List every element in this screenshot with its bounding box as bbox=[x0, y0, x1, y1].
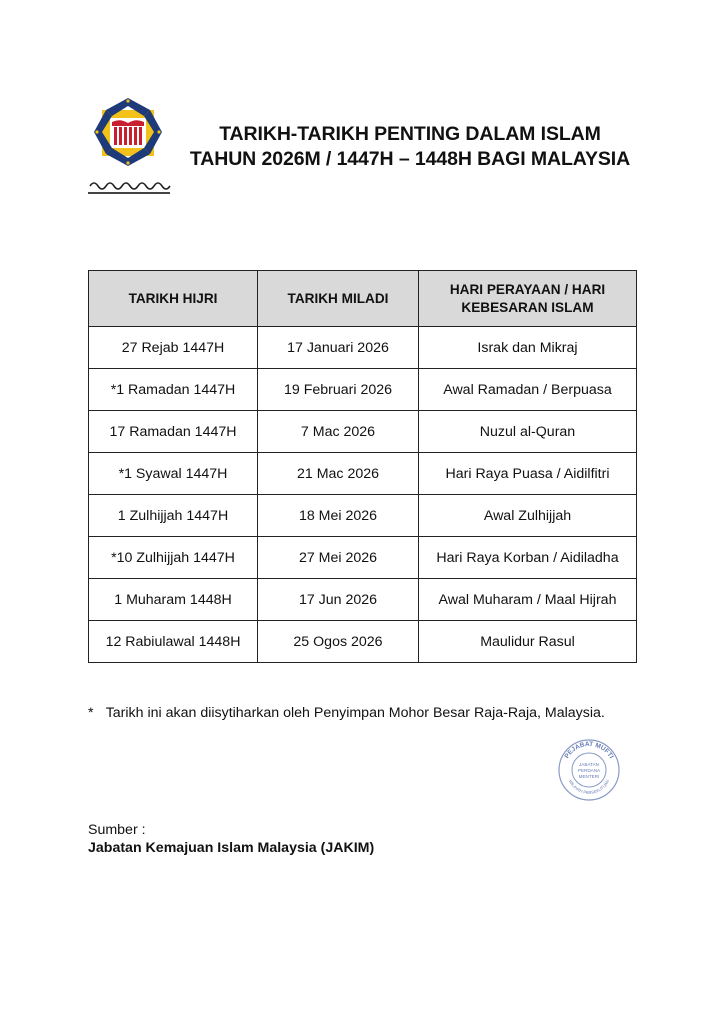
cell-miladi: 21 Mac 2026 bbox=[258, 453, 419, 495]
title-line-2: TAHUN 2026M / 1447H – 1448H BAGI MALAYSIA bbox=[189, 148, 631, 170]
cell-miladi: 7 Mac 2026 bbox=[258, 411, 419, 453]
svg-text:PEJABAT MUFTI: PEJABAT MUFTI bbox=[563, 740, 615, 760]
cell-miladi: 17 Januari 2026 bbox=[258, 327, 419, 369]
cell-miladi: 17 Jun 2026 bbox=[258, 579, 419, 621]
cell-hijri: *10 Zulhijjah 1447H bbox=[89, 537, 258, 579]
title-line-1: TARIKH-TARIKH PENTING DALAM ISLAM bbox=[219, 123, 601, 145]
cell-event: Nuzul al-Quran bbox=[419, 411, 637, 453]
cell-hijri: 27 Rejab 1447H bbox=[89, 327, 258, 369]
cell-hijri: 12 Rabiulawal 1448H bbox=[89, 621, 258, 663]
cell-miladi: 27 Mei 2026 bbox=[258, 537, 419, 579]
cell-miladi: 25 Ogos 2026 bbox=[258, 621, 419, 663]
table-row bbox=[89, 495, 637, 537]
header-miladi: TARIKH MILADI bbox=[258, 271, 419, 327]
logo-caption-script bbox=[86, 174, 172, 198]
islamic-dates-table bbox=[88, 270, 637, 663]
svg-text:PERDANA: PERDANA bbox=[577, 768, 601, 773]
cell-event: Awal Muharam / Maal Hijrah bbox=[419, 579, 637, 621]
table-row bbox=[89, 537, 637, 579]
svg-text:JABATAN: JABATAN bbox=[579, 762, 599, 767]
mufti-office-logo-icon bbox=[92, 96, 164, 168]
table-row bbox=[89, 621, 637, 663]
table-header-row bbox=[89, 271, 637, 327]
header-hijri: TARIKH HIJRI bbox=[89, 271, 258, 327]
official-stamp-icon bbox=[557, 738, 621, 802]
svg-text:WILAYAH PERSEKUTUAN: WILAYAH PERSEKUTUAN bbox=[567, 778, 611, 796]
cell-event: Maulidur Rasul bbox=[419, 621, 637, 663]
cell-hijri: *1 Syawal 1447H bbox=[89, 453, 258, 495]
footnote-text: Tarikh ini akan diisytiharkan oleh Penyimpan Mohor Besar Raja-Raja, Malaysia. bbox=[105, 705, 605, 721]
table-row bbox=[89, 453, 637, 495]
table-row bbox=[89, 579, 637, 621]
table-row bbox=[89, 327, 637, 369]
document-title bbox=[180, 122, 640, 172]
footnote-marker: * bbox=[88, 705, 94, 721]
cell-hijri: 17 Ramadan 1447H bbox=[89, 411, 258, 453]
cell-event: Hari Raya Puasa / Aidilfitri bbox=[419, 453, 637, 495]
header-event: HARI PERAYAAN / HARI KEBESARAN ISLAM bbox=[419, 271, 637, 327]
cell-event: Israk dan Mikraj bbox=[419, 327, 637, 369]
source-label: Sumber : bbox=[88, 822, 146, 838]
svg-text:MENTERI: MENTERI bbox=[578, 774, 600, 779]
cell-event: Awal Ramadan / Berpuasa bbox=[419, 369, 637, 411]
cell-event: Hari Raya Korban / Aidiladha bbox=[419, 537, 637, 579]
source-name: Jabatan Kemajuan Islam Malaysia (JAKIM) bbox=[88, 840, 375, 856]
cell-hijri: *1 Ramadan 1447H bbox=[89, 369, 258, 411]
cell-event: Awal Zulhijjah bbox=[419, 495, 637, 537]
table-row bbox=[89, 411, 637, 453]
cell-hijri: 1 Muharam 1448H bbox=[89, 579, 258, 621]
footnote bbox=[88, 705, 605, 721]
table-row bbox=[89, 369, 637, 411]
cell-hijri: 1 Zulhijjah 1447H bbox=[89, 495, 258, 537]
cell-miladi: 19 Februari 2026 bbox=[258, 369, 419, 411]
cell-miladi: 18 Mei 2026 bbox=[258, 495, 419, 537]
